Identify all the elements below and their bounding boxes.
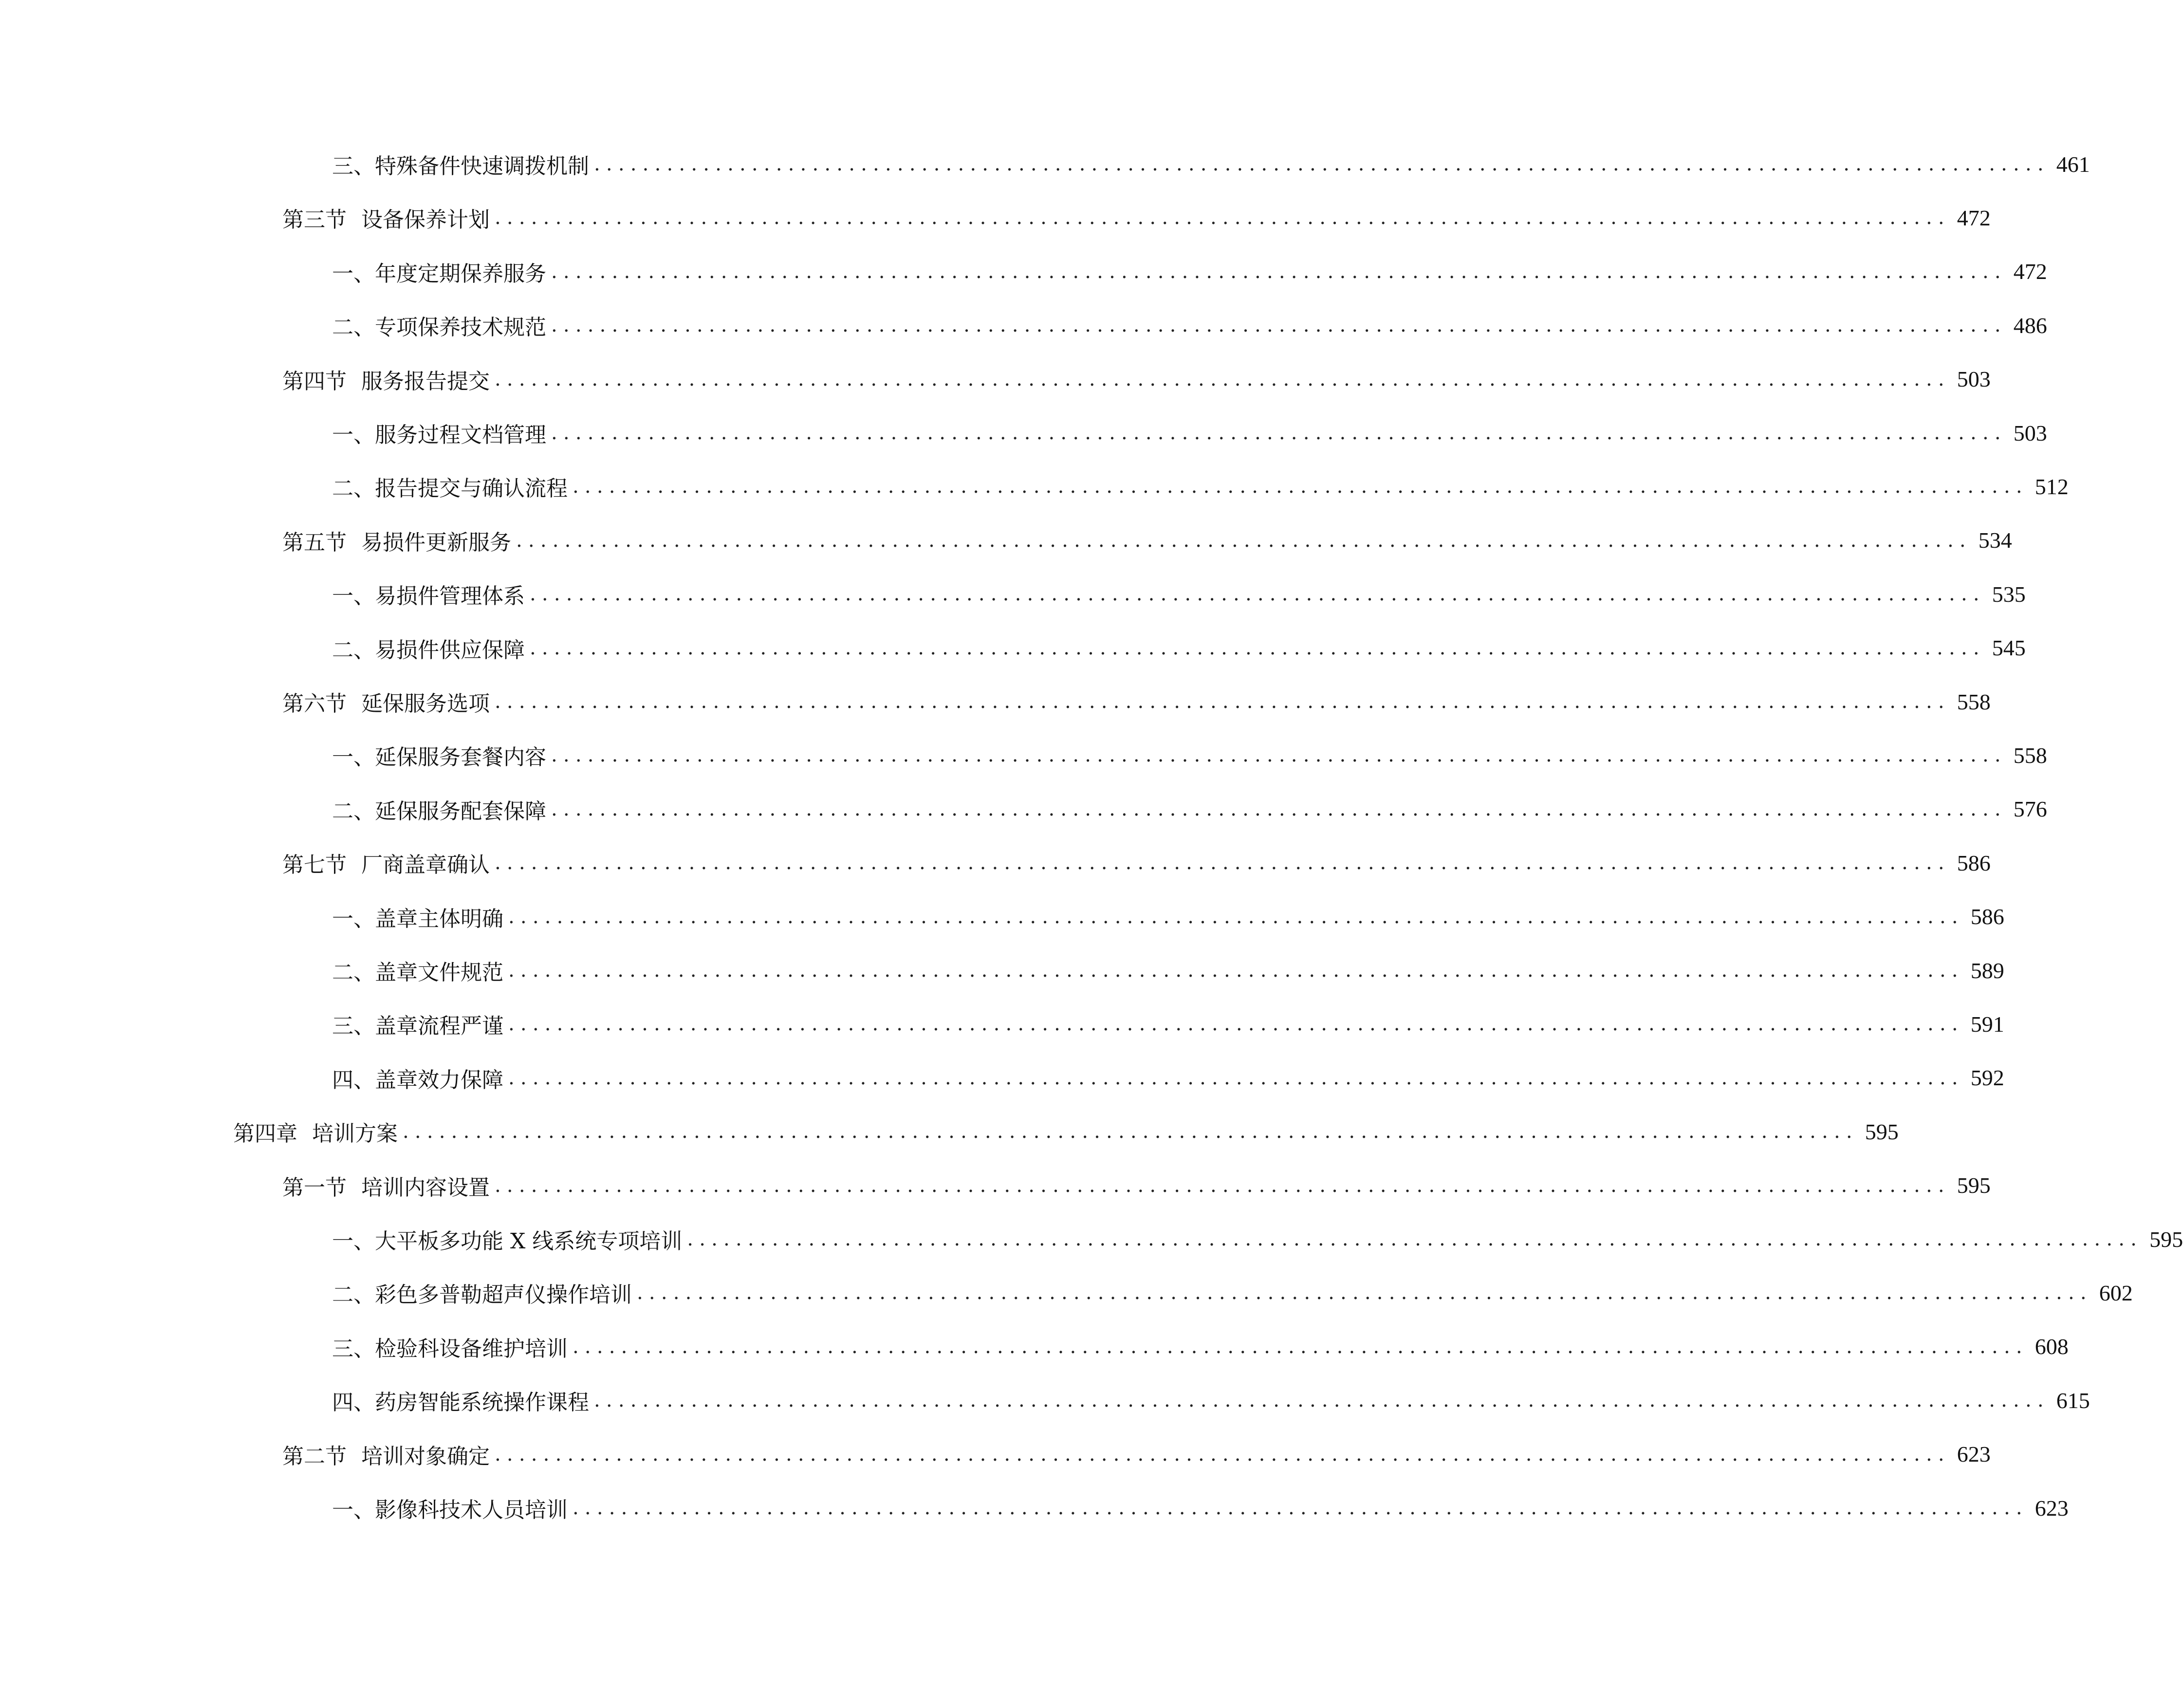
toc-entry-title: 服务过程文档管理 xyxy=(375,423,546,447)
toc-item-entry[interactable] xyxy=(332,633,2026,663)
toc-entry-title: 培训内容设置 xyxy=(361,1175,490,1200)
toc-entry-number: 第五节 xyxy=(282,530,347,555)
toc-entry-number: 二、 xyxy=(332,798,375,824)
toc-dot-leader: ........................................................................................................................ xyxy=(551,314,2007,337)
toc-dot-leader: ........................................................................................................................ xyxy=(495,852,1950,874)
toc-section-entry[interactable] xyxy=(282,848,1991,878)
toc-dot-leader: ........................................................................................................................ xyxy=(594,1389,2050,1412)
toc-dot-leader: ........................................................................................................................ xyxy=(495,206,1950,229)
toc-item-entry[interactable] xyxy=(332,795,2047,824)
toc-entry-title: 报告提交与确认流程 xyxy=(375,476,568,501)
toc-page-number: 472 xyxy=(1957,205,1991,230)
toc-dot-leader: ........................................................................................................................ xyxy=(530,583,1985,606)
toc-page-number: 591 xyxy=(1970,1011,2004,1037)
toc-page-number: 592 xyxy=(1970,1065,2004,1091)
toc-entry-number: 四、 xyxy=(332,1067,375,1093)
toc-section-entry[interactable] xyxy=(282,687,1991,716)
toc-entry-number: 二、 xyxy=(332,315,375,340)
toc-page-number: 586 xyxy=(1970,904,2004,929)
toc-entry-title: 培训方案 xyxy=(312,1121,398,1147)
toc-entry-title: 检验科设备维护培训 xyxy=(375,1336,568,1361)
toc-dot-leader: ........................................................................................................................ xyxy=(495,690,1950,713)
toc-dot-leader: ........................................................................................................................ xyxy=(508,1066,1964,1089)
toc-entry-number: 三、 xyxy=(332,1336,375,1361)
toc-item-entry[interactable] xyxy=(332,311,2047,340)
toc-entry-number: 第六节 xyxy=(282,691,347,716)
toc-dot-leader: ........................................................................................................................ xyxy=(530,636,1985,659)
toc-item-entry[interactable] xyxy=(332,257,2047,286)
toc-entry-title: 特殊备件快速调拨机制 xyxy=(375,154,589,179)
toc-page-number: 558 xyxy=(2013,743,2047,768)
toc-dot-leader: ........................................................................................................................ xyxy=(516,529,1972,552)
toc-item-entry[interactable] xyxy=(332,1063,2004,1093)
toc-entry-number: 第二节 xyxy=(282,1444,347,1469)
toc-chapter-entry[interactable] xyxy=(233,1117,1899,1147)
toc-entry-title: 盖章文件规范 xyxy=(375,960,503,985)
toc-entry-number: 四、 xyxy=(332,1390,375,1415)
toc-dot-leader: ........................................................................................................................ xyxy=(573,475,2028,498)
toc-entry-title: 易损件管理体系 xyxy=(375,584,525,609)
toc-section-entry[interactable] xyxy=(282,365,1991,394)
toc-page-number: 486 xyxy=(2013,313,2047,338)
toc-entry-title: 年度定期保养服务 xyxy=(375,261,546,286)
toc-entry-number: 一、 xyxy=(332,1229,375,1254)
toc-entry-title: 盖章主体明确 xyxy=(375,906,503,931)
toc-entry-number: 第三节 xyxy=(282,207,347,233)
toc-dot-leader: ........................................................................................................................ xyxy=(687,1228,2143,1250)
toc-dot-leader: ........................................................................................................................ xyxy=(551,798,2007,820)
toc-dot-leader: ........................................................................................................................ xyxy=(508,959,1964,982)
toc-entry-title: 盖章流程严谨 xyxy=(375,1014,503,1039)
toc-page-number: 595 xyxy=(2149,1226,2183,1252)
toc-page-number: 503 xyxy=(2013,420,2047,446)
toc-page-number: 586 xyxy=(1957,850,1991,875)
toc-entry-number: 第四章 xyxy=(233,1121,297,1147)
toc-entry-number: 第一节 xyxy=(282,1175,347,1200)
toc-section-entry[interactable] xyxy=(282,526,2012,555)
toc-page-number: 623 xyxy=(2035,1495,2069,1521)
toc-entry-title: 厂商盖章确认 xyxy=(361,853,490,878)
toc-item-entry[interactable] xyxy=(332,1386,2090,1415)
toc-entry-number: 一、 xyxy=(332,1498,375,1522)
toc-entry-title: 延保服务套餐内容 xyxy=(375,745,546,770)
toc-item-entry[interactable] xyxy=(332,1493,2069,1522)
toc-dot-leader: ........................................................................................................................ xyxy=(551,744,2007,767)
toc-entry-number: 第七节 xyxy=(282,853,347,878)
toc-item-entry[interactable] xyxy=(332,741,2047,770)
toc-dot-leader: ........................................................................................................................ xyxy=(495,368,1950,390)
toc-entry-title: 延保服务选项 xyxy=(361,691,490,716)
toc-page-number: 589 xyxy=(1970,958,2004,983)
toc-dot-leader: ........................................................................................................................ xyxy=(637,1281,2092,1304)
toc-entry-number: 一、 xyxy=(332,906,375,931)
toc-section-entry[interactable] xyxy=(282,203,1991,233)
toc-entry-title: 延保服务配套保障 xyxy=(375,798,546,824)
toc-item-entry[interactable] xyxy=(332,1225,2183,1254)
toc-item-entry[interactable] xyxy=(332,902,2004,931)
toc-page-number: 595 xyxy=(1957,1173,1991,1198)
toc-entry-title: 服务报告提交 xyxy=(361,369,490,394)
toc-entry-title: 易损件供应保障 xyxy=(375,637,525,663)
toc-page-number: 545 xyxy=(1992,635,2026,661)
toc-entry-title: 药房智能系统操作课程 xyxy=(375,1390,589,1415)
toc-entry-number: 三、 xyxy=(332,1014,375,1039)
toc-dot-leader: ........................................................................................................................ xyxy=(508,1013,1964,1036)
toc-section-entry[interactable] xyxy=(282,1171,1991,1200)
toc-item-entry[interactable] xyxy=(332,1332,2069,1361)
toc-item-entry[interactable] xyxy=(332,1009,2004,1039)
toc-entry-title: 盖章效力保障 xyxy=(375,1067,503,1093)
toc-entry-number: 二、 xyxy=(332,960,375,985)
toc-page-number: 512 xyxy=(2035,474,2069,499)
toc-page-number: 615 xyxy=(2056,1388,2090,1413)
toc-entry-number: 二、 xyxy=(332,1282,375,1308)
toc-page-number: 602 xyxy=(2099,1280,2133,1305)
toc-entry-title: 易损件更新服务 xyxy=(361,530,511,555)
toc-page-number: 503 xyxy=(1957,367,1991,392)
toc-section-entry[interactable] xyxy=(282,1440,1991,1469)
toc-dot-leader: ........................................................................................................................ xyxy=(495,1443,1950,1466)
toc-entry-number: 二、 xyxy=(332,637,375,663)
toc-item-entry[interactable] xyxy=(332,472,2069,501)
toc-dot-leader: ........................................................................................................................ xyxy=(508,905,1964,928)
toc-page-number: 608 xyxy=(2035,1334,2069,1359)
toc-page-number: 623 xyxy=(1957,1442,1991,1467)
toc-entry-number: 第四节 xyxy=(282,369,347,394)
toc-dot-leader: ........................................................................................................................ xyxy=(495,1174,1950,1197)
toc-dot-leader: ........................................................................................................................ xyxy=(551,260,2007,283)
toc-item-entry[interactable] xyxy=(332,1278,2133,1308)
toc-item-entry[interactable] xyxy=(332,956,2004,985)
toc-item-entry[interactable] xyxy=(332,418,2047,447)
toc-dot-leader: ........................................................................................................................ xyxy=(551,422,2007,444)
toc-entry-number: 一、 xyxy=(332,423,375,447)
toc-page-number: 576 xyxy=(2013,797,2047,822)
toc-item-entry[interactable] xyxy=(332,579,2026,609)
toc-entry-title: 设备保养计划 xyxy=(361,207,490,233)
toc-page-number: 461 xyxy=(2056,151,2090,177)
toc-item-entry[interactable] xyxy=(332,149,2090,179)
toc-page-number: 595 xyxy=(1865,1119,1899,1144)
toc-dot-leader: ........................................................................................................................ xyxy=(594,153,2050,175)
toc-page-number: 472 xyxy=(2013,259,2047,284)
toc-dot-leader: ........................................................................................................................ xyxy=(573,1497,2028,1519)
toc-entry-number: 一、 xyxy=(332,745,375,770)
toc-entry-title: 大平板多功能 X 线系统专项培训 xyxy=(375,1229,683,1254)
toc-page-number: 534 xyxy=(1978,528,2012,553)
toc-dot-leader: ........................................................................................................................ xyxy=(403,1120,1858,1143)
toc-page-number: 558 xyxy=(1957,689,1991,714)
toc-dot-leader: ........................................................................................................................ xyxy=(573,1335,2028,1358)
toc-entry-title: 影像科技术人员培训 xyxy=(375,1498,568,1522)
toc-page-number: 535 xyxy=(1992,581,2026,607)
toc-entry-title: 专项保养技术规范 xyxy=(375,315,546,340)
toc-entry-number: 二、 xyxy=(332,476,375,501)
toc-entry-number: 一、 xyxy=(332,261,375,286)
toc-entry-title: 彩色多普勒超声仪操作培训 xyxy=(375,1282,632,1308)
toc-entry-number: 一、 xyxy=(332,584,375,609)
toc-entry-number: 三、 xyxy=(332,154,375,179)
toc-entry-title: 培训对象确定 xyxy=(361,1444,490,1469)
